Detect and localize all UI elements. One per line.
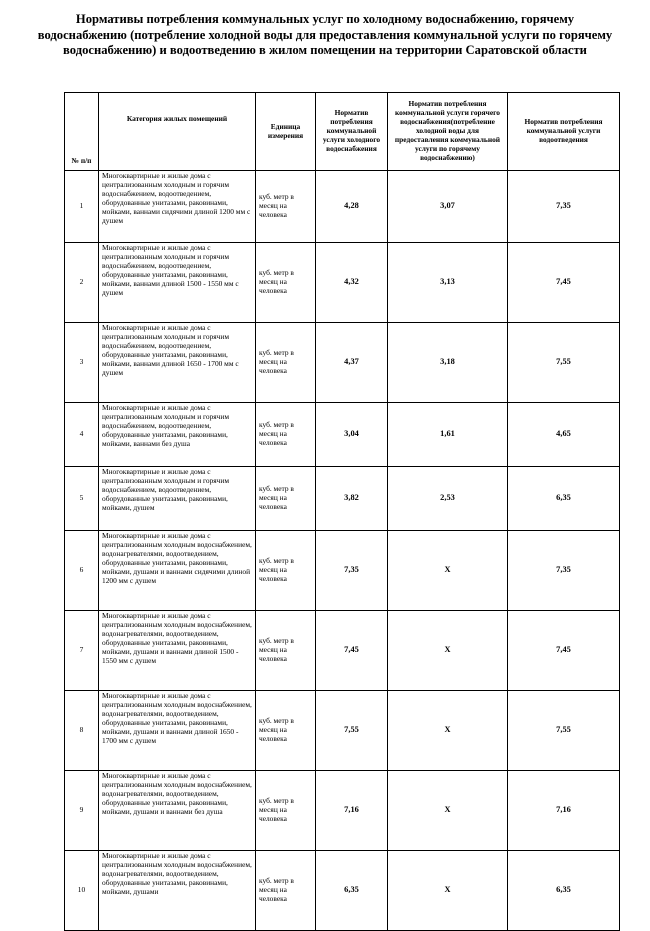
row-category: Многоквартирные и жилые дома с централизованным холодным и горячим водоснабжением, водоотведением, оборудованные унитазами, раковинами, мойками, ваннами сидячими длиной 1200 мм с душем (99, 171, 256, 243)
row-drain-value: 6,35 (508, 467, 620, 531)
row-category: Многоквартирные и жилые дома с централизованным холодным водоснабжением, водонагревателями, водоотведением, оборудованные унитазами, раковинами, мойками, душами и ваннами длиной 1500 - 1550 мм с душем (99, 611, 256, 691)
row-drain-value: 7,16 (508, 771, 620, 851)
document-title: Нормативы потребления коммунальных услуг по холодному водоснабжению, горячему водоснабжению (потребление холодной воды для предоставления коммунальной услуги по горячему водоснабжению) и водоотведению в жилом помещении на территории Саратовской области (37, 12, 613, 57)
header-drainage: Норматив потребления коммунальной услуги водоотведения (508, 93, 620, 171)
row-drain-value: 7,35 (508, 171, 620, 243)
table-row (65, 171, 620, 243)
row-cold-value: 3,04 (316, 403, 388, 467)
row-number: 7 (65, 611, 99, 691)
row-drain-value: 7,45 (508, 243, 620, 323)
row-category: Многоквартирные и жилые дома с централизованным холодным водоснабжением, водонагревателями, водоотведением, оборудованные унитазами, раковинами, мойками, душами (99, 851, 256, 931)
row-number: 6 (65, 531, 99, 611)
row-hot-value: 3,07 (388, 171, 508, 243)
row-cold-value: 7,45 (316, 611, 388, 691)
row-unit: куб. метр в месяц на человека (256, 771, 316, 851)
row-category: Многоквартирные и жилые дома с централизованным холодным и горячим водоснабжением, водоотведением, оборудованные унитазами, раковинами, мойками, ваннами без душа (99, 403, 256, 467)
row-hot-value: 1,61 (388, 403, 508, 467)
row-hot-value: 2,53 (388, 467, 508, 531)
header-unit: Единица измерения (256, 93, 316, 171)
row-cold-value: 4,32 (316, 243, 388, 323)
row-drain-value: 7,45 (508, 611, 620, 691)
header-hot-water: Норматив потребления коммунальной услуги горячего водоснабжения(потребление холодной воды для предоставления коммунальной услуги по горячему водоснабжению) (388, 93, 508, 171)
header-cold-water: Норматив потребления коммунальной услуги холодного водоснабжения (316, 93, 388, 171)
row-drain-value: 6,35 (508, 851, 620, 931)
row-number: 1 (65, 171, 99, 243)
row-cold-value: 3,82 (316, 467, 388, 531)
row-unit: куб. метр в месяц на человека (256, 243, 316, 323)
row-hot-value: Х (388, 531, 508, 611)
table-row (65, 691, 620, 771)
row-category: Многоквартирные и жилые дома с централизованным холодным водоснабжением, водонагревателями, водоотведением, оборудованные унитазами, раковинами, мойками, душами и ваннами сидячими длиной 1200 мм с душем (99, 531, 256, 611)
row-category: Многоквартирные и жилые дома с централизованным холодным водоснабжением, водонагревателями, водоотведением, оборудованные унитазами, раковинами, мойками, душами и ваннами длиной 1650 - 1700 мм с душем (99, 691, 256, 771)
table-header-row (65, 93, 620, 171)
norms-table (64, 92, 620, 931)
row-unit: куб. метр в месяц на человека (256, 467, 316, 531)
row-drain-value: 7,35 (508, 531, 620, 611)
row-cold-value: 7,35 (316, 531, 388, 611)
table-row (65, 771, 620, 851)
table-row (65, 531, 620, 611)
row-number: 5 (65, 467, 99, 531)
row-category: Многоквартирные и жилые дома с централизованным холодным и горячим водоснабжением, водоотведением, оборудованные унитазами, раковинами, мойками, душем (99, 467, 256, 531)
row-cold-value: 7,16 (316, 771, 388, 851)
row-unit: куб. метр в месяц на человека (256, 611, 316, 691)
header-category: Категория жилых помещений (99, 93, 256, 171)
row-category: Многоквартирные и жилые дома с централизованным холодным водоснабжением, водонагревателями, водоотведением, оборудованные унитазами, раковинами, мойками, душами и ваннами без душа (99, 771, 256, 851)
header-num: № п/п (65, 93, 99, 171)
row-unit: куб. метр в месяц на человека (256, 851, 316, 931)
row-number: 10 (65, 851, 99, 931)
row-unit: куб. метр в месяц на человека (256, 403, 316, 467)
row-hot-value: 3,13 (388, 243, 508, 323)
row-drain-value: 7,55 (508, 691, 620, 771)
row-hot-value: 3,18 (388, 323, 508, 403)
table-row (65, 611, 620, 691)
row-unit: куб. метр в месяц на человека (256, 323, 316, 403)
row-hot-value: Х (388, 851, 508, 931)
row-unit: куб. метр в месяц на человека (256, 531, 316, 611)
row-number: 3 (65, 323, 99, 403)
row-drain-value: 4,65 (508, 403, 620, 467)
row-cold-value: 6,35 (316, 851, 388, 931)
row-number: 8 (65, 691, 99, 771)
row-drain-value: 7,55 (508, 323, 620, 403)
row-unit: куб. метр в месяц на человека (256, 171, 316, 243)
row-cold-value: 4,28 (316, 171, 388, 243)
row-number: 9 (65, 771, 99, 851)
row-number: 4 (65, 403, 99, 467)
row-hot-value: Х (388, 691, 508, 771)
table-row (65, 323, 620, 403)
row-cold-value: 7,55 (316, 691, 388, 771)
table-row (65, 243, 620, 323)
row-unit: куб. метр в месяц на человека (256, 691, 316, 771)
row-category: Многоквартирные и жилые дома с централизованным холодным и горячим водоснабжением, водоотведением, оборудованные унитазами, раковинами, мойками, ваннами длиной 1650 - 1700 мм с душем (99, 323, 256, 403)
table-row (65, 467, 620, 531)
row-hot-value: Х (388, 611, 508, 691)
table-row (65, 403, 620, 467)
row-category: Многоквартирные и жилые дома с централизованным холодным и горячим водоснабжением, водоотведением, оборудованные унитазами, раковинами, мойками, ваннами длиной 1500 - 1550 мм с душем (99, 243, 256, 323)
row-number: 2 (65, 243, 99, 323)
row-cold-value: 4,37 (316, 323, 388, 403)
row-hot-value: Х (388, 771, 508, 851)
